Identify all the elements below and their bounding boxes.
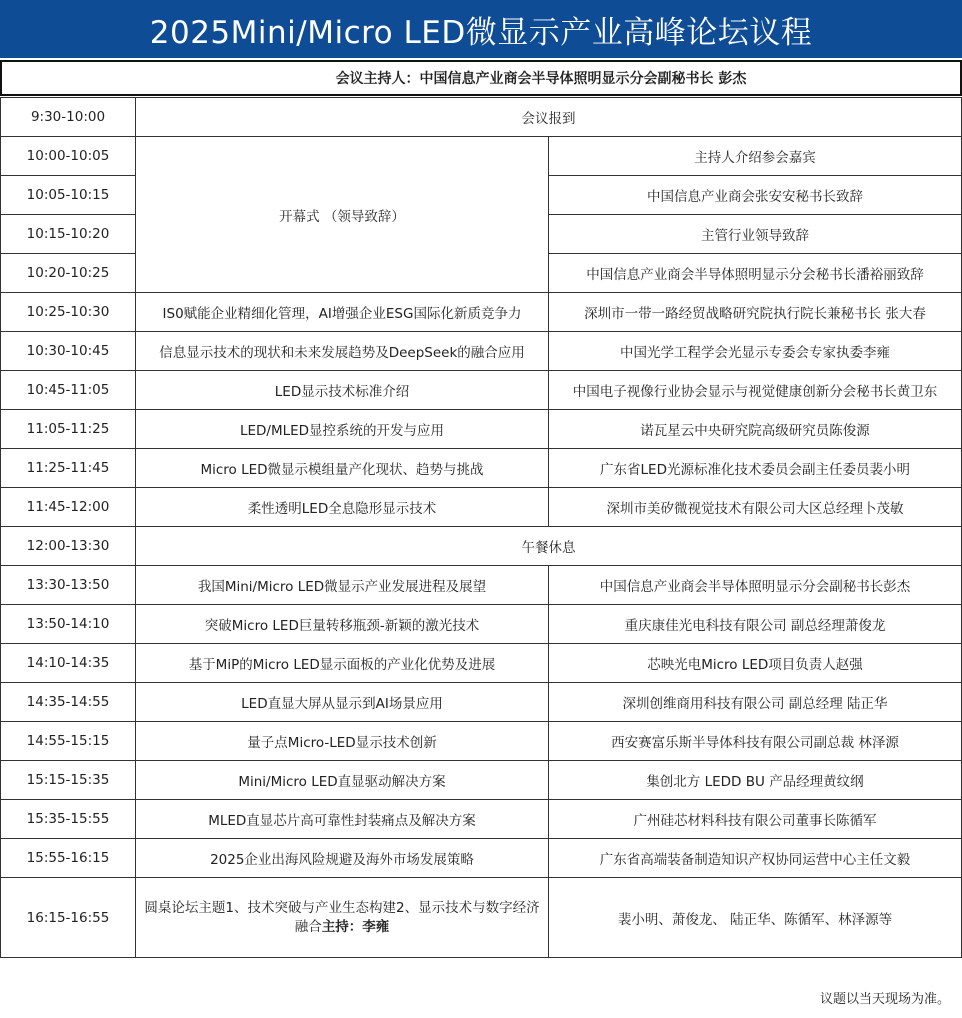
page-title: 2025Mini/Micro LED微显示产业高峰论坛议程 <box>0 0 962 58</box>
time-cell: 12:00-13:30 <box>1 527 136 566</box>
time-cell: 11:25-11:45 <box>1 449 136 488</box>
table-row <box>1 800 962 839</box>
topic-cell: 柔性透明LED全息隐形显示技术 <box>136 488 549 527</box>
speaker-cell: 芯映光电Micro LED项目负责人赵强 <box>549 644 962 683</box>
speaker-cell: 深圳创维商用科技有限公司 副总经理 陆正华 <box>549 683 962 722</box>
roundtable-host-name: 李雍 <box>362 918 390 935</box>
topic-cell: LED直显大屏从显示到AI场景应用 <box>136 683 549 722</box>
table-row <box>1 839 962 878</box>
table-row <box>1 488 962 527</box>
roundtable-topic-text: 圆桌论坛主题1、技术突破与产业生态构建2、显示技术与数字经济融合 <box>144 899 540 935</box>
speaker-cell: 广州硅芯材料科技有限公司董事长陈循军 <box>549 800 962 839</box>
speaker-cell: 深圳市一带一路经贸战略研究院执行院长兼秘书长 张大春 <box>549 293 962 332</box>
speaker-cell: 裴小明、萧俊龙、 陆正华、陈循军、林泽源等 <box>549 878 962 958</box>
topic-cell: LED/MLED显控系统的开发与应用 <box>136 410 549 449</box>
topic-cell: 信息显示技术的现状和未来发展趋势及DeepSeek的融合应用 <box>136 332 549 371</box>
topic-cell: 2025企业出海风险规避及海外市场发展策略 <box>136 839 549 878</box>
topic-cell: LED显示技术标准介绍 <box>136 371 549 410</box>
table-row <box>1 605 962 644</box>
speaker-cell: 主管行业领导致辞 <box>549 215 962 254</box>
speaker-cell: 中国信息产业商会张安安秘书长致辞 <box>549 176 962 215</box>
time-cell: 9:30-10:00 <box>1 98 136 137</box>
table-row <box>1 371 962 410</box>
agenda-table <box>0 97 962 958</box>
table-row <box>1 98 962 137</box>
speaker-cell: 诺瓦星云中央研究院高级研究员陈俊源 <box>549 410 962 449</box>
time-cell: 14:35-14:55 <box>1 683 136 722</box>
table-row <box>1 761 962 800</box>
session-span-cell: 会议报到 <box>136 98 962 137</box>
time-cell: 13:50-14:10 <box>1 605 136 644</box>
roundtable-host-label: 主持： <box>321 918 363 935</box>
topic-cell: IS0赋能企业精细化管理，AI增强企业ESG国际化新质竞争力 <box>136 293 549 332</box>
time-cell: 10:20-10:25 <box>1 254 136 293</box>
time-cell: 10:30-10:45 <box>1 332 136 371</box>
table-row <box>1 722 962 761</box>
table-row <box>1 644 962 683</box>
speaker-cell: 中国电子视像行业协会显示与视觉健康创新分会秘书长黄卫东 <box>549 371 962 410</box>
time-cell: 14:55-15:15 <box>1 722 136 761</box>
table-row <box>1 683 962 722</box>
topic-cell: Mini/Micro LED直显驱动解决方案 <box>136 761 549 800</box>
table-row <box>1 332 962 371</box>
speaker-cell: 重庆康佳光电科技有限公司 副总经理萧俊龙 <box>549 605 962 644</box>
table-row <box>1 449 962 488</box>
speaker-cell: 广东省高端装备制造知识产权协同运营中心主任文毅 <box>549 839 962 878</box>
time-cell: 10:25-10:30 <box>1 293 136 332</box>
speaker-cell: 广东省LED光源标准化技术委员会副主任委员裴小明 <box>549 449 962 488</box>
session-span-cell: 午餐休息 <box>136 527 962 566</box>
time-cell: 16:15-16:55 <box>1 878 136 958</box>
footer-note: 议题以当天现场为准。 <box>819 992 950 1007</box>
topic-cell: Micro LED微显示模组量产化现状、趋势与挑战 <box>136 449 549 488</box>
topic-cell: 基于MiP的Micro LED显示面板的产业化优势及进展 <box>136 644 549 683</box>
time-cell: 13:30-13:50 <box>1 566 136 605</box>
time-cell: 10:45-11:05 <box>1 371 136 410</box>
time-cell: 15:15-15:35 <box>1 761 136 800</box>
speaker-cell: 中国信息产业商会半导体照明显示分会副秘书长彭杰 <box>549 566 962 605</box>
host-line: 会议主持人：中国信息产业商会半导体照明显示分会副秘书长 彭杰 <box>0 60 962 96</box>
topic-cell: 开幕式 （领导致辞） <box>136 137 549 293</box>
time-cell: 14:10-14:35 <box>1 644 136 683</box>
time-cell: 15:35-15:55 <box>1 800 136 839</box>
speaker-cell: 深圳市美矽微视觉技术有限公司大区总经理卜茂敏 <box>549 488 962 527</box>
speaker-cell: 集创北方 LEDD BU 产品经理黄纹纲 <box>549 761 962 800</box>
speaker-cell: 西安赛富乐斯半导体科技有限公司副总裁 林泽源 <box>549 722 962 761</box>
time-cell: 10:05-10:15 <box>1 176 136 215</box>
table-row <box>1 878 962 958</box>
topic-cell: MLED直显芯片高可靠性封装痛点及解决方案 <box>136 800 549 839</box>
time-cell: 11:05-11:25 <box>1 410 136 449</box>
time-cell: 10:00-10:05 <box>1 137 136 176</box>
topic-cell: 我国Mini/Micro LED微显示产业发展进程及展望 <box>136 566 549 605</box>
topic-cell: 突破Micro LED巨量转移瓶颈-新颖的激光技术 <box>136 605 549 644</box>
table-row <box>1 137 962 176</box>
time-cell: 15:55-16:15 <box>1 839 136 878</box>
roundtable-topic-cell <box>136 878 549 958</box>
table-row <box>1 566 962 605</box>
time-cell: 10:15-10:20 <box>1 215 136 254</box>
speaker-cell: 主持人介绍参会嘉宾 <box>549 137 962 176</box>
speaker-cell: 中国光学工程学会光显示专委会专家执委李雍 <box>549 332 962 371</box>
table-row <box>1 410 962 449</box>
table-row <box>1 293 962 332</box>
topic-cell: 量子点Micro-LED显示技术创新 <box>136 722 549 761</box>
time-cell: 11:45-12:00 <box>1 488 136 527</box>
table-row <box>1 527 962 566</box>
speaker-cell: 中国信息产业商会半导体照明显示分会秘书长潘裕丽致辞 <box>549 254 962 293</box>
